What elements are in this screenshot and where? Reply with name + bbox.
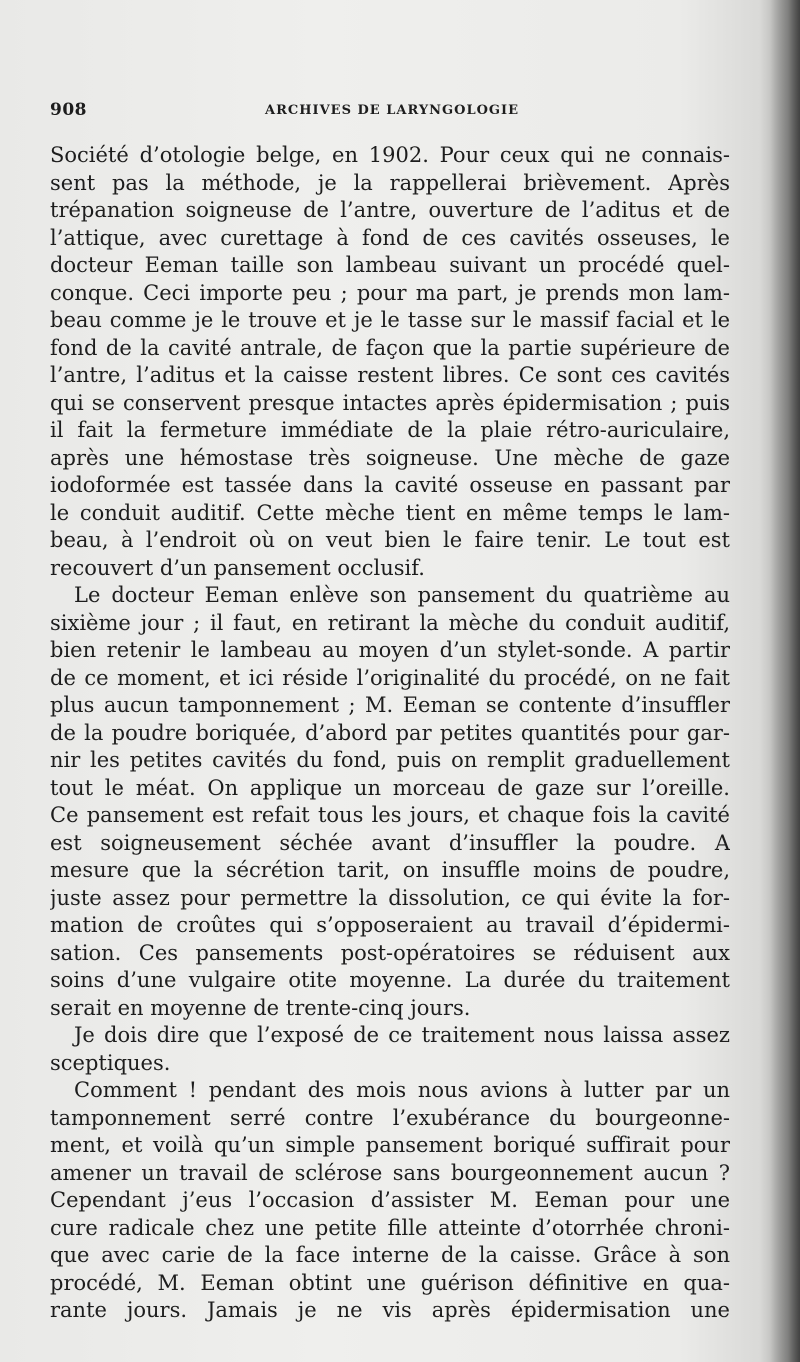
text-line: recouvert d’un pansement occlusif. [50, 555, 425, 580]
text-line: Cependant j’eus l’occasion d’assister M. Eeman pour une [50, 1188, 730, 1212]
text-line: nir les petites cavités du fond, puis on remplit graduellement [50, 748, 730, 772]
text-line: sceptiques. [50, 1050, 171, 1075]
text-line: l’attique, avec curettage à fond de ces cavités osseuses, le [50, 225, 730, 250]
text-line: Le docteur Eeman enlève son pansement du quatrième au [74, 583, 730, 607]
text-line: plus aucun tamponnement ; M. Eeman se contente d’insuffler [50, 693, 730, 717]
text-line: Je dois dire que l’exposé de ce traitement nous laissa assez [74, 1023, 730, 1047]
text-line: mesure que la sécrétion tarit, on insuffle moins de poudre, [50, 858, 730, 882]
text-line: il fait la fermeture immédiate de la plaie rétro-auriculaire, [50, 418, 730, 442]
text-line: beau comme je le trouve et je le tasse sur le massif facial et le [50, 308, 730, 332]
text-line: l’antre, l’aditus et la caisse restent libres. Ce sont ces cavités [50, 363, 730, 387]
text-line: cure radicale chez une petite fille atteinte d’otorrhée chroni- [50, 1215, 730, 1240]
text-line: conque. Ceci importe peu ; pour ma part, je prends mon lam- [50, 280, 730, 305]
body-text [50, 142, 730, 1325]
text-line: que avec carie de la face interne de la caisse. Grâce à son [50, 1243, 730, 1267]
text-line: Société d’otologie belge, en 1902. Pour ceux qui ne connais- [50, 143, 730, 167]
text-line: docteur Eeman taille son lambeau suivant un procédé quel- [50, 253, 730, 277]
text-line: de ce moment, et ici réside l’originalité du procédé, on ne fait [50, 665, 730, 690]
page-spine-shadow [770, 0, 800, 1362]
page-header [50, 100, 730, 126]
text-line: tout le méat. On applique un morceau de gaze sur l’oreille. [50, 775, 730, 800]
text-line: sation. Ces pansements post-opératoires se réduisent aux [50, 940, 730, 965]
text-line: sixième jour ; il faut, en retirant la mèche du conduit auditif, [50, 610, 730, 635]
text-line: trépanation soigneuse de l’antre, ouverture de l’aditus et de [50, 198, 730, 222]
text-line: tamponnement serré contre l’exubérance du bourgeonne- [50, 1105, 730, 1130]
running-head: ARCHIVES DE LARYNGOLOGIE [265, 103, 519, 118]
text-line: de la poudre boriquée, d’abord par petites quantités pour gar- [50, 720, 730, 745]
text-line: procédé, M. Eeman obtint une guérison définitive en qua- [50, 1270, 730, 1295]
text-line: rante jours. Jamais je ne vis après épidermisation une [50, 1298, 730, 1322]
text-line: sent pas la méthode, je la rappellerai brièvement. Après [50, 170, 730, 195]
text-line: amener un travail de sclérose sans bourgeonnement aucun ? [50, 1160, 730, 1185]
text-line: après une hémostase très soigneuse. Une mèche de gaze [50, 445, 730, 470]
text-line: iodoformée est tassée dans la cavité osseuse en passant par [50, 473, 730, 497]
text-line: beau, à l’endroit où on veut bien le faire tenir. Le tout est [50, 528, 730, 552]
text-line: serait en moyenne de trente-cinq jours. [50, 995, 471, 1020]
page-number: 908 [50, 100, 87, 120]
text-line: juste assez pour permettre la dissolution, ce qui évite la for- [50, 885, 730, 910]
text-line: bien retenir le lambeau au moyen d’un stylet-sonde. A partir [50, 638, 730, 662]
text-line: Comment ! pendant des mois nous avions à lutter par un [74, 1078, 730, 1102]
text-line: fond de la cavité antrale, de façon que la partie supérieure de [50, 335, 730, 360]
text-line: Ce pansement est refait tous les jours, et chaque fois la cavité [50, 803, 730, 827]
text-line: est soigneusement séchée avant d’insuffler la poudre. A [50, 830, 730, 855]
text-line: le conduit auditif. Cette mèche tient en même temps le lam- [50, 500, 730, 525]
text-line: qui se conservent presque intactes après épidermisation ; puis [50, 390, 730, 415]
text-line: ment, et voilà qu’un simple pansement boriqué suffirait pour [50, 1133, 730, 1157]
text-line: soins d’une vulgaire otite moyenne. La durée du traitement [50, 968, 730, 992]
text-line: mation de croûtes qui s’opposeraient au travail d’épidermi- [50, 913, 730, 937]
